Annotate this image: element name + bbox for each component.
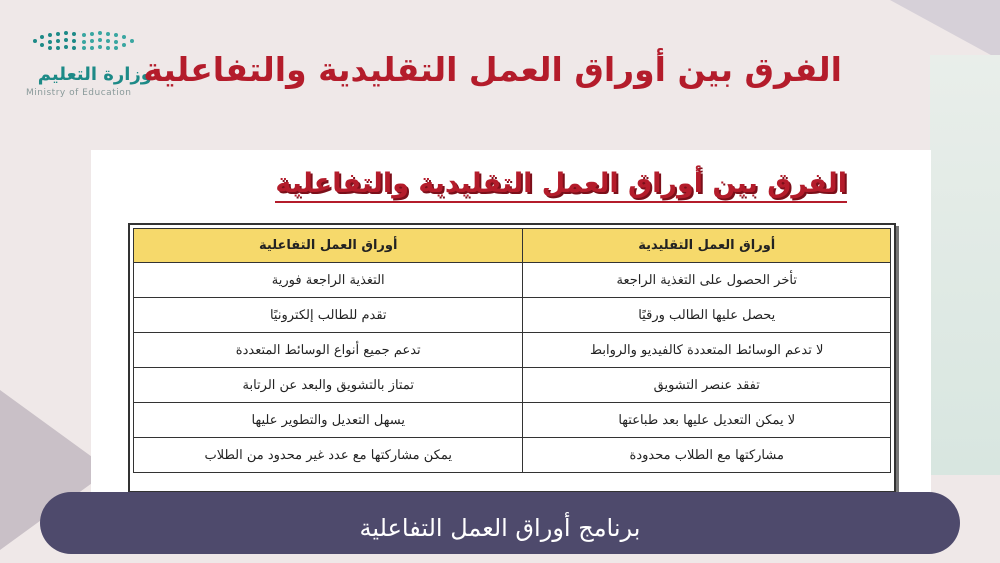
- cell-traditional: يحصل عليها الطالب ورقيًا: [523, 298, 891, 333]
- table-header-row: [134, 229, 891, 263]
- cell-interactive: يمكن مشاركتها مع عدد غير محدود من الطلاب: [134, 438, 523, 473]
- table-row: [134, 298, 891, 333]
- header-interactive: أوراق العمل التفاعلية: [134, 229, 523, 263]
- card-title: الفرق بين أوراق العمل التقليدية والتفاعلية: [275, 168, 847, 203]
- cell-interactive: التغذية الراجعة فورية: [134, 263, 523, 298]
- page-title: الفرق بين أوراق العمل التقليدية والتفاعلية: [143, 50, 842, 89]
- cell-traditional: لا يمكن التعديل عليها بعد طباعتها: [523, 403, 891, 438]
- cell-interactive: تدعم جميع أنواع الوسائط المتعددة: [134, 333, 523, 368]
- cell-interactive: تمتاز بالتشويق والبعد عن الرتابة: [134, 368, 523, 403]
- decor-panel-right: [930, 55, 1000, 475]
- content-card: [91, 150, 931, 508]
- decor-triangle-right: [890, 0, 1000, 60]
- cell-interactive: يسهل التعديل والتطوير عليها: [134, 403, 523, 438]
- ministry-logo: [22, 30, 152, 100]
- header-traditional: أوراق العمل التقليدية: [523, 229, 891, 263]
- comparison-table: [128, 223, 896, 493]
- table-row: [134, 333, 891, 368]
- cell-traditional: مشاركتها مع الطلاب محدودة: [523, 438, 891, 473]
- logo-subtext: Ministry of Education: [26, 88, 132, 98]
- footer-banner: [40, 492, 960, 554]
- cell-interactive: تقدم للطالب إلكترونيًا: [134, 298, 523, 333]
- cell-traditional: لا تدعم الوسائط المتعددة كالفيديو والروابط: [523, 333, 891, 368]
- table-row: [134, 403, 891, 438]
- logo-dots-icon: [30, 30, 140, 52]
- table-row: [134, 438, 891, 473]
- logo-text: وزارة التعليم: [37, 64, 152, 85]
- cell-traditional: تفقد عنصر التشويق: [523, 368, 891, 403]
- cell-traditional: تأخر الحصول على التغذية الراجعة: [523, 263, 891, 298]
- table-row: [134, 368, 891, 403]
- footer-text: برنامج أوراق العمل التفاعلية: [359, 514, 641, 542]
- table-row: [134, 263, 891, 298]
